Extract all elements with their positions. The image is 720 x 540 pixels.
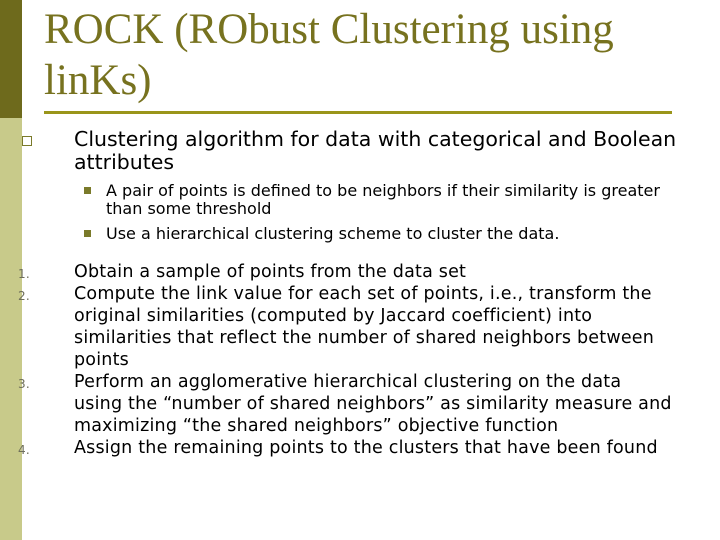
sub-bullet-item: [0, 225, 676, 243]
step-text: Assign the remaining points to the clusters that have been found: [74, 438, 658, 458]
main-bullet-text: Clustering algorithm for data with categorical and Boolean attributes: [74, 127, 677, 174]
hollow-square-bullet-icon: [22, 136, 32, 146]
step-item: [0, 371, 674, 437]
step-number: 1.: [18, 267, 30, 281]
step-text: Perform an agglomerative hierarchical clustering on the data using the “number of shared neighbors” as similarity measure and maximizing “the shared neighbors” objective function: [74, 372, 672, 436]
sidebar-accent-dark: [0, 0, 22, 118]
title-divider: [44, 111, 672, 114]
step-number: 3.: [18, 377, 30, 391]
sub-bullet-text: A pair of points is defined to be neighbors if their similarity is greater than some threshold: [106, 181, 660, 218]
step-item: [0, 261, 674, 283]
numbered-steps-list: [0, 261, 720, 459]
sub-bullet-list: [0, 182, 720, 243]
slide-body: [0, 128, 720, 459]
sub-bullet-text: Use a hierarchical clustering scheme to cluster the data.: [106, 224, 560, 243]
sub-bullet-item: [0, 182, 676, 218]
step-number: 2.: [18, 289, 30, 303]
main-bullet-item: [0, 128, 686, 173]
slide-title: ROCK (RObust Clustering using linKs): [44, 6, 614, 104]
step-item: [0, 437, 674, 459]
step-text: Compute the link value for each set of points, i.e., transform the original similarities (computed by Jaccard coefficient) into similarities that reflect the number of shared neighbors between points: [74, 284, 655, 370]
step-item: [0, 283, 674, 371]
filled-square-bullet-icon: [84, 230, 91, 237]
step-number: 4.: [18, 443, 30, 457]
filled-square-bullet-icon: [84, 187, 91, 194]
step-text: Obtain a sample of points from the data set: [74, 262, 467, 282]
